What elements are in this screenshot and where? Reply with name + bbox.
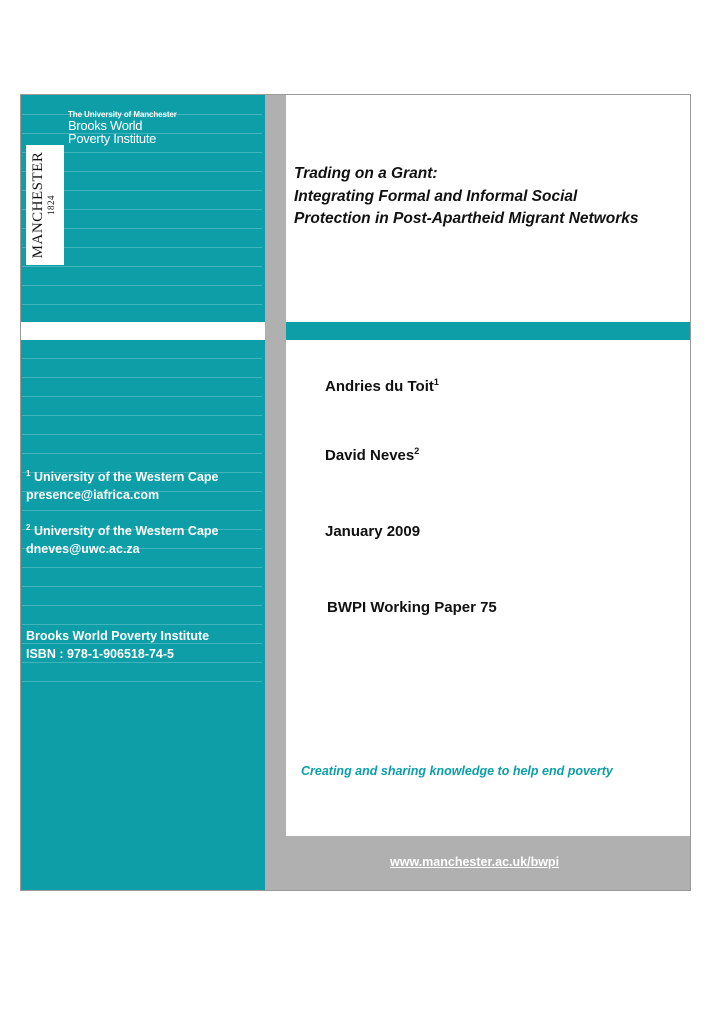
teal-rule: [22, 285, 262, 286]
crest-word: MANCHESTER: [30, 151, 46, 259]
affiliation-2: [26, 519, 218, 558]
paper-series: BWPI Working Paper 75: [327, 599, 497, 616]
affiliation-2-mark: 2: [26, 523, 31, 532]
teal-rule: [22, 358, 262, 359]
affiliation-1: [26, 465, 218, 504]
title-line-2: Integrating Formal and Informal Social: [294, 187, 578, 205]
author-1: [325, 377, 439, 395]
teal-rule: [22, 681, 262, 682]
logo-line-2: Poverty Institute: [68, 131, 157, 146]
author-1-name: Andries du Toit: [325, 378, 434, 395]
publisher-isbn: ISBN : 978-1-906518-74-5: [26, 647, 174, 661]
teal-rule: [22, 304, 262, 305]
logo-line-1: Brooks World: [68, 118, 143, 133]
affiliation-1-email[interactable]: presence@iafrica.com: [26, 488, 160, 503]
teal-rule: [22, 605, 262, 606]
publisher-name: Brooks World Poverty Institute: [26, 629, 210, 643]
author-2-mark: 2: [414, 446, 420, 456]
logo-university: The University of Manchester: [68, 110, 177, 119]
teal-rule: [22, 586, 262, 587]
teal-rule: [22, 415, 262, 416]
crest-year: 1824: [46, 195, 56, 215]
teal-rule: [22, 624, 262, 625]
teal-rule: [22, 453, 262, 454]
author-1-mark: 1: [433, 377, 439, 387]
author-2: [325, 446, 419, 464]
teal-rule: [22, 266, 262, 267]
publisher-info: [26, 627, 209, 663]
paper-title: [294, 163, 684, 231]
affiliation-1-mark: 1: [26, 469, 31, 478]
publication-date: January 2009: [325, 523, 421, 540]
manchester-crest: [26, 145, 64, 265]
teal-rule: [22, 396, 262, 397]
title-line-1: Trading on a Grant:: [294, 165, 438, 182]
title-line-3: Protection in Post-Apartheid Migrant Networks: [294, 210, 639, 227]
teal-rule: [22, 434, 262, 435]
author-2-name: David Neves: [325, 447, 415, 464]
teal-rule: [22, 510, 262, 511]
institute-logo: [68, 110, 177, 145]
teal-rule: [22, 377, 262, 378]
affiliation-1-institution: University of the Western Cape: [33, 470, 219, 485]
website-link[interactable]: www.manchester.ac.uk/bwpi: [390, 855, 560, 869]
tagline: Creating and sharing knowledge to help end poverty: [301, 764, 613, 778]
affiliation-2-email[interactable]: dneves@uwc.ac.za: [26, 542, 140, 557]
teal-rule: [22, 567, 262, 568]
affiliation-2-institution: University of the Western Cape: [33, 524, 219, 539]
